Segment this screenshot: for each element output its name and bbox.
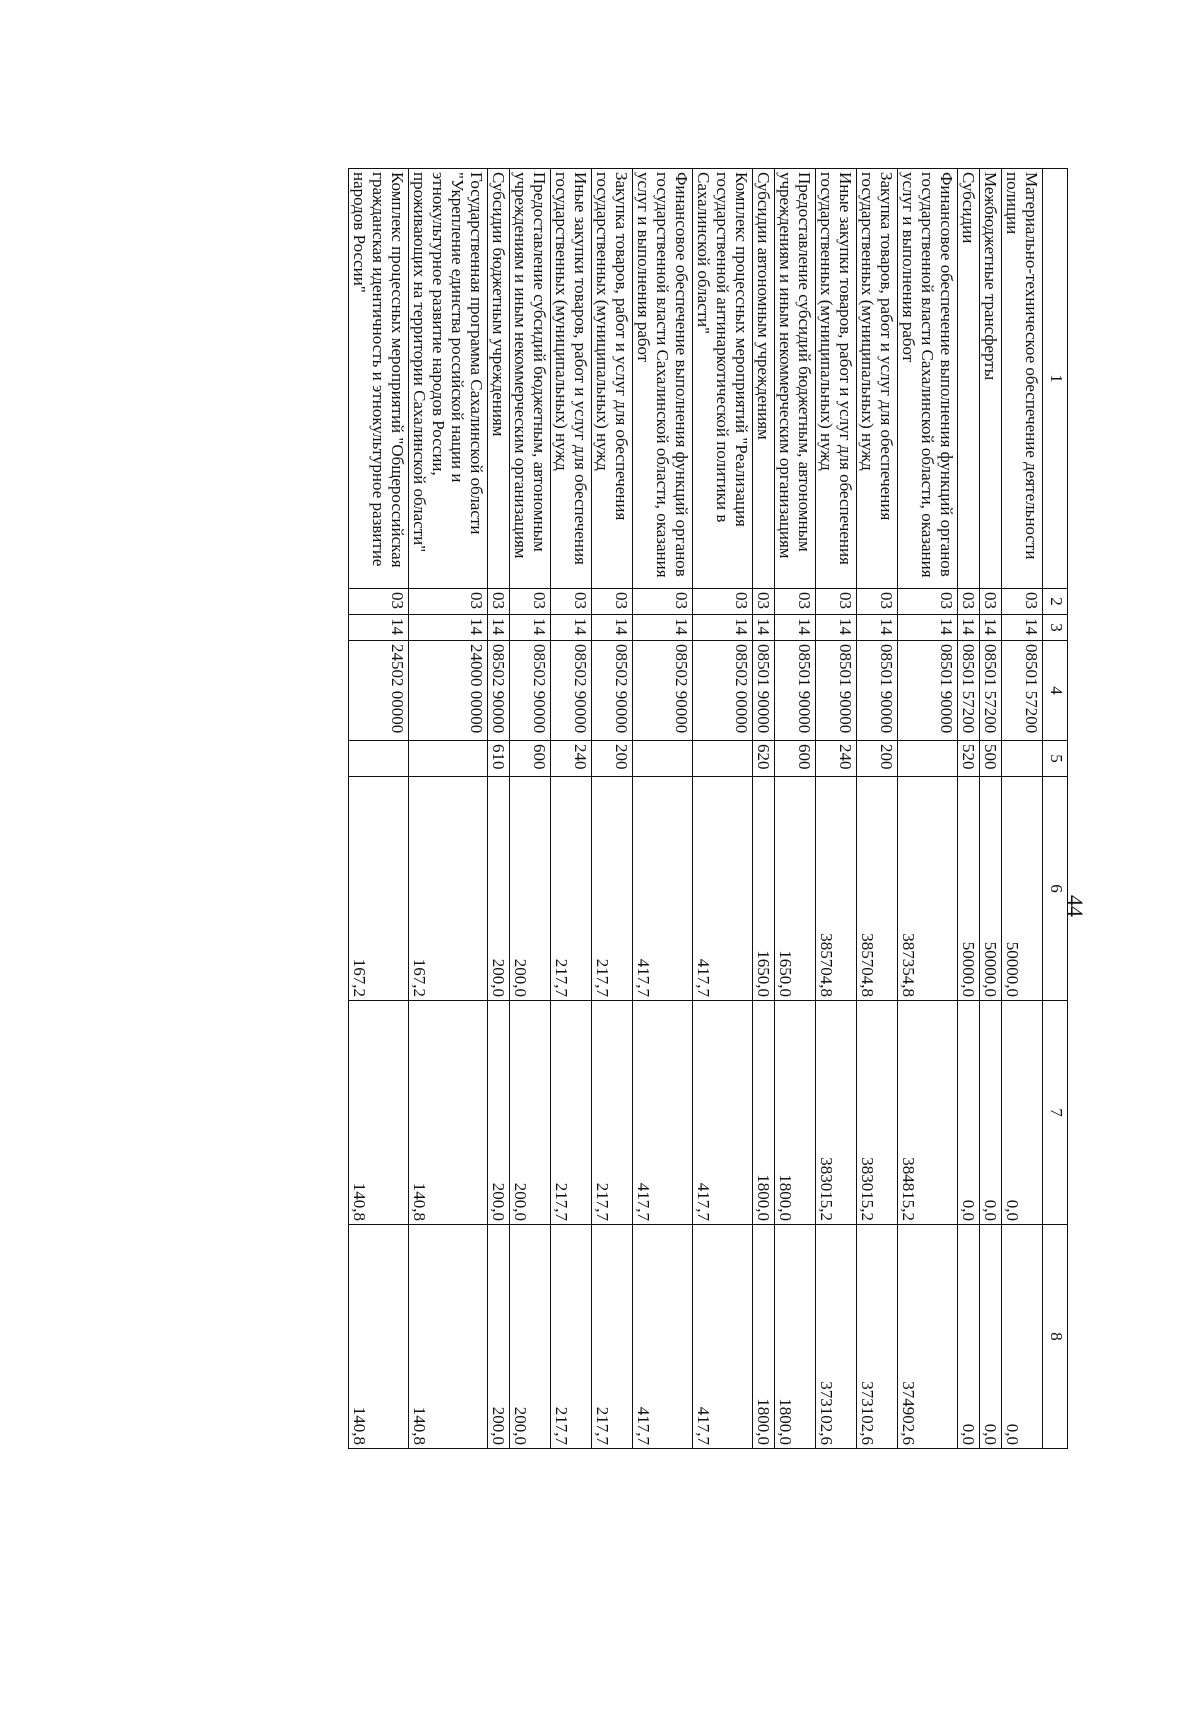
amount-year-2: 140,8 [409,1001,488,1225]
expense-type-code: 240 [816,741,857,777]
target-article-code: 08502 90000 [633,641,693,741]
subsection-code: 14 [1002,615,1043,641]
expense-type-code: 200 [592,741,633,777]
amount-year-2: 1800,0 [775,1001,816,1225]
subsection-code: 14 [775,615,816,641]
row-name: Субсидии бюджетным учреждениям [488,169,510,589]
target-article-code: 08501 90000 [753,641,775,741]
expense-type-code [349,741,409,777]
amount-year-2: 383015,2 [857,1001,898,1225]
subsection-code: 14 [816,615,857,641]
amount-year-1: 417,7 [693,777,753,1001]
expense-type-code: 200 [857,741,898,777]
col-header-4: 4 [1043,641,1068,741]
row-name: Закупка товаров, работ и услуг для обеспечения государственных (муниципальных) нужд [857,169,898,589]
amount-year-3: 0,0 [980,1225,1002,1449]
target-article-code: 08502 00000 [693,641,753,741]
section-code: 03 [409,589,488,615]
amount-year-3: 373102,6 [816,1225,857,1449]
section-code: 03 [633,589,693,615]
table-row [409,169,488,1449]
amount-year-1: 1650,0 [753,777,775,1001]
expense-type-code: 600 [775,741,816,777]
amount-year-1: 385704,8 [816,777,857,1001]
row-name: Финансовое обеспечение выполнения функций органов государственной власти Сахалинской области, оказания услуг и выполнения работ [898,169,958,589]
target-article-code: 08502 90000 [551,641,592,741]
table-row [1002,169,1043,1449]
amount-year-1: 200,0 [510,777,551,1001]
amount-year-1: 50000,0 [980,777,1002,1001]
table-row [898,169,958,1449]
amount-year-3: 1800,0 [775,1225,816,1449]
table-row [753,169,775,1449]
row-name: Закупка товаров, работ и услуг для обеспечения государственных (муниципальных) нужд [592,169,633,589]
target-article-code: 08501 90000 [816,641,857,741]
amount-year-2: 217,7 [592,1001,633,1225]
amount-year-3: 140,8 [409,1225,488,1449]
section-code: 03 [775,589,816,615]
table-row [349,169,409,1449]
subsection-code: 14 [409,615,488,641]
subsection-code: 14 [857,615,898,641]
header-row [1043,169,1068,1449]
amount-year-2: 383015,2 [816,1001,857,1225]
expense-type-code [693,741,753,777]
amount-year-2: 417,7 [693,1001,753,1225]
subsection-code: 14 [980,615,1002,641]
amount-year-1: 200,0 [488,777,510,1001]
expense-type-code: 500 [980,741,1002,777]
amount-year-1: 385704,8 [857,777,898,1001]
section-code: 03 [349,589,409,615]
target-article-code: 08501 90000 [857,641,898,741]
amount-year-2: 1800,0 [753,1001,775,1225]
expense-type-code: 520 [958,741,980,777]
row-name: Иные закупки товаров, работ и услуг для обеспечения государственных (муниципальных) нужд [551,169,592,589]
table-row [551,169,592,1449]
amount-year-1: 167,2 [409,777,488,1001]
amount-year-3: 417,7 [693,1225,753,1449]
amount-year-2: 0,0 [1002,1001,1043,1225]
subsection-code: 14 [510,615,551,641]
subsection-code: 14 [958,615,980,641]
amount-year-1: 167,2 [349,777,409,1001]
section-code: 03 [1002,589,1043,615]
amount-year-3: 0,0 [958,1225,980,1449]
amount-year-1: 387354,8 [898,777,958,1001]
col-header-8: 8 [1043,1225,1068,1449]
expense-type-code: 240 [551,741,592,777]
target-article-code: 08502 90000 [592,641,633,741]
row-name: Комплекс процессных мероприятий "Общероссийская гражданская идентичность и этнокультурное развитие народов России" [349,169,409,589]
section-code: 03 [980,589,1002,615]
row-name: Иные закупки товаров, работ и услуг для обеспечения государственных (муниципальных) нужд [816,169,857,589]
subsection-code: 14 [551,615,592,641]
row-name: Субсидии [958,169,980,589]
expense-type-code: 600 [510,741,551,777]
section-code: 03 [816,589,857,615]
table-row [980,169,1002,1449]
amount-year-2: 0,0 [980,1001,1002,1225]
col-header-6: 6 [1043,777,1068,1001]
section-code: 03 [857,589,898,615]
subsection-code: 14 [633,615,693,641]
subsection-code: 14 [592,615,633,641]
subsection-code: 14 [693,615,753,641]
section-code: 03 [958,589,980,615]
col-header-3: 3 [1043,615,1068,641]
col-header-2: 2 [1043,589,1068,615]
amount-year-3: 200,0 [510,1225,551,1449]
amount-year-3: 373102,6 [857,1225,898,1449]
amount-year-3: 217,7 [551,1225,592,1449]
row-name: Комплекс процессных мероприятий "Реализация государственной антинаркотической политики в Сахалинской области" [693,169,753,589]
target-article-code: 08501 57200 [980,641,1002,741]
amount-year-3: 140,8 [349,1225,409,1449]
amount-year-1: 417,7 [633,777,693,1001]
target-article-code: 24502 00000 [349,641,409,741]
section-code: 03 [693,589,753,615]
target-article-code: 08501 57200 [958,641,980,741]
budget-table [348,168,1068,1449]
amount-year-1: 217,7 [592,777,633,1001]
table-row [693,169,753,1449]
amount-year-3: 374902,6 [898,1225,958,1449]
budget-table-rotated [348,168,1068,1449]
target-article-code: 08501 57200 [1002,641,1043,741]
amount-year-2: 384815,2 [898,1001,958,1225]
section-code: 03 [488,589,510,615]
target-article-code: 08502 90000 [488,641,510,741]
table-row [510,169,551,1449]
section-code: 03 [551,589,592,615]
table-row [488,169,510,1449]
row-name: Предоставление субсидий бюджетным, автономным учреждениям и иным некоммерческим организациям [510,169,551,589]
amount-year-2: 217,7 [551,1001,592,1225]
table-row [633,169,693,1449]
subsection-code: 14 [349,615,409,641]
section-code: 03 [510,589,551,615]
section-code: 03 [592,589,633,615]
target-article-code: 08501 90000 [898,641,958,741]
amount-year-1: 1650,0 [775,777,816,1001]
amount-year-2: 0,0 [958,1001,980,1225]
target-article-code: 08501 90000 [775,641,816,741]
expense-type-code [409,741,488,777]
amount-year-3: 217,7 [592,1225,633,1449]
col-header-5: 5 [1043,741,1068,777]
expense-type-code [633,741,693,777]
section-code: 03 [898,589,958,615]
target-article-code: 24000 00000 [409,641,488,741]
table-row [775,169,816,1449]
row-name: Государственная программа Сахалинской области "Укрепление единства российской нации и этнокультурное развитие народов России, проживающих на территории Сахалинской области" [409,169,488,589]
target-article-code: 08502 90000 [510,641,551,741]
expense-type-code: 610 [488,741,510,777]
expense-type-code [1002,741,1043,777]
amount-year-1: 50000,0 [958,777,980,1001]
expense-type-code: 620 [753,741,775,777]
amount-year-3: 0,0 [1002,1225,1043,1449]
subsection-code: 14 [753,615,775,641]
row-name: Финансовое обеспечение выполнения функций органов государственной власти Сахалинской области, оказания услуг и выполнения работ [633,169,693,589]
amount-year-2: 417,7 [633,1001,693,1225]
amount-year-1: 217,7 [551,777,592,1001]
table-row [816,169,857,1449]
col-header-1: 1 [1043,169,1068,589]
amount-year-3: 200,0 [488,1225,510,1449]
amount-year-3: 417,7 [633,1225,693,1449]
section-code: 03 [753,589,775,615]
row-name: Материально-техническое обеспечение деятельности полиции [1002,169,1043,589]
table-row [958,169,980,1449]
expense-type-code [898,741,958,777]
row-name: Субсидии автономным учреждениям [753,169,775,589]
row-name: Межбюджетные трансферты [980,169,1002,589]
subsection-code: 14 [898,615,958,641]
amount-year-3: 1800,0 [753,1225,775,1449]
table-row [857,169,898,1449]
amount-year-1: 50000,0 [1002,777,1043,1001]
amount-year-2: 200,0 [510,1001,551,1225]
subsection-code: 14 [488,615,510,641]
row-name: Предоставление субсидий бюджетным, автономным учреждениям и иным некоммерческим организациям [775,169,816,589]
amount-year-2: 140,8 [349,1001,409,1225]
amount-year-2: 200,0 [488,1001,510,1225]
col-header-7: 7 [1043,1001,1068,1225]
table-row [592,169,633,1449]
